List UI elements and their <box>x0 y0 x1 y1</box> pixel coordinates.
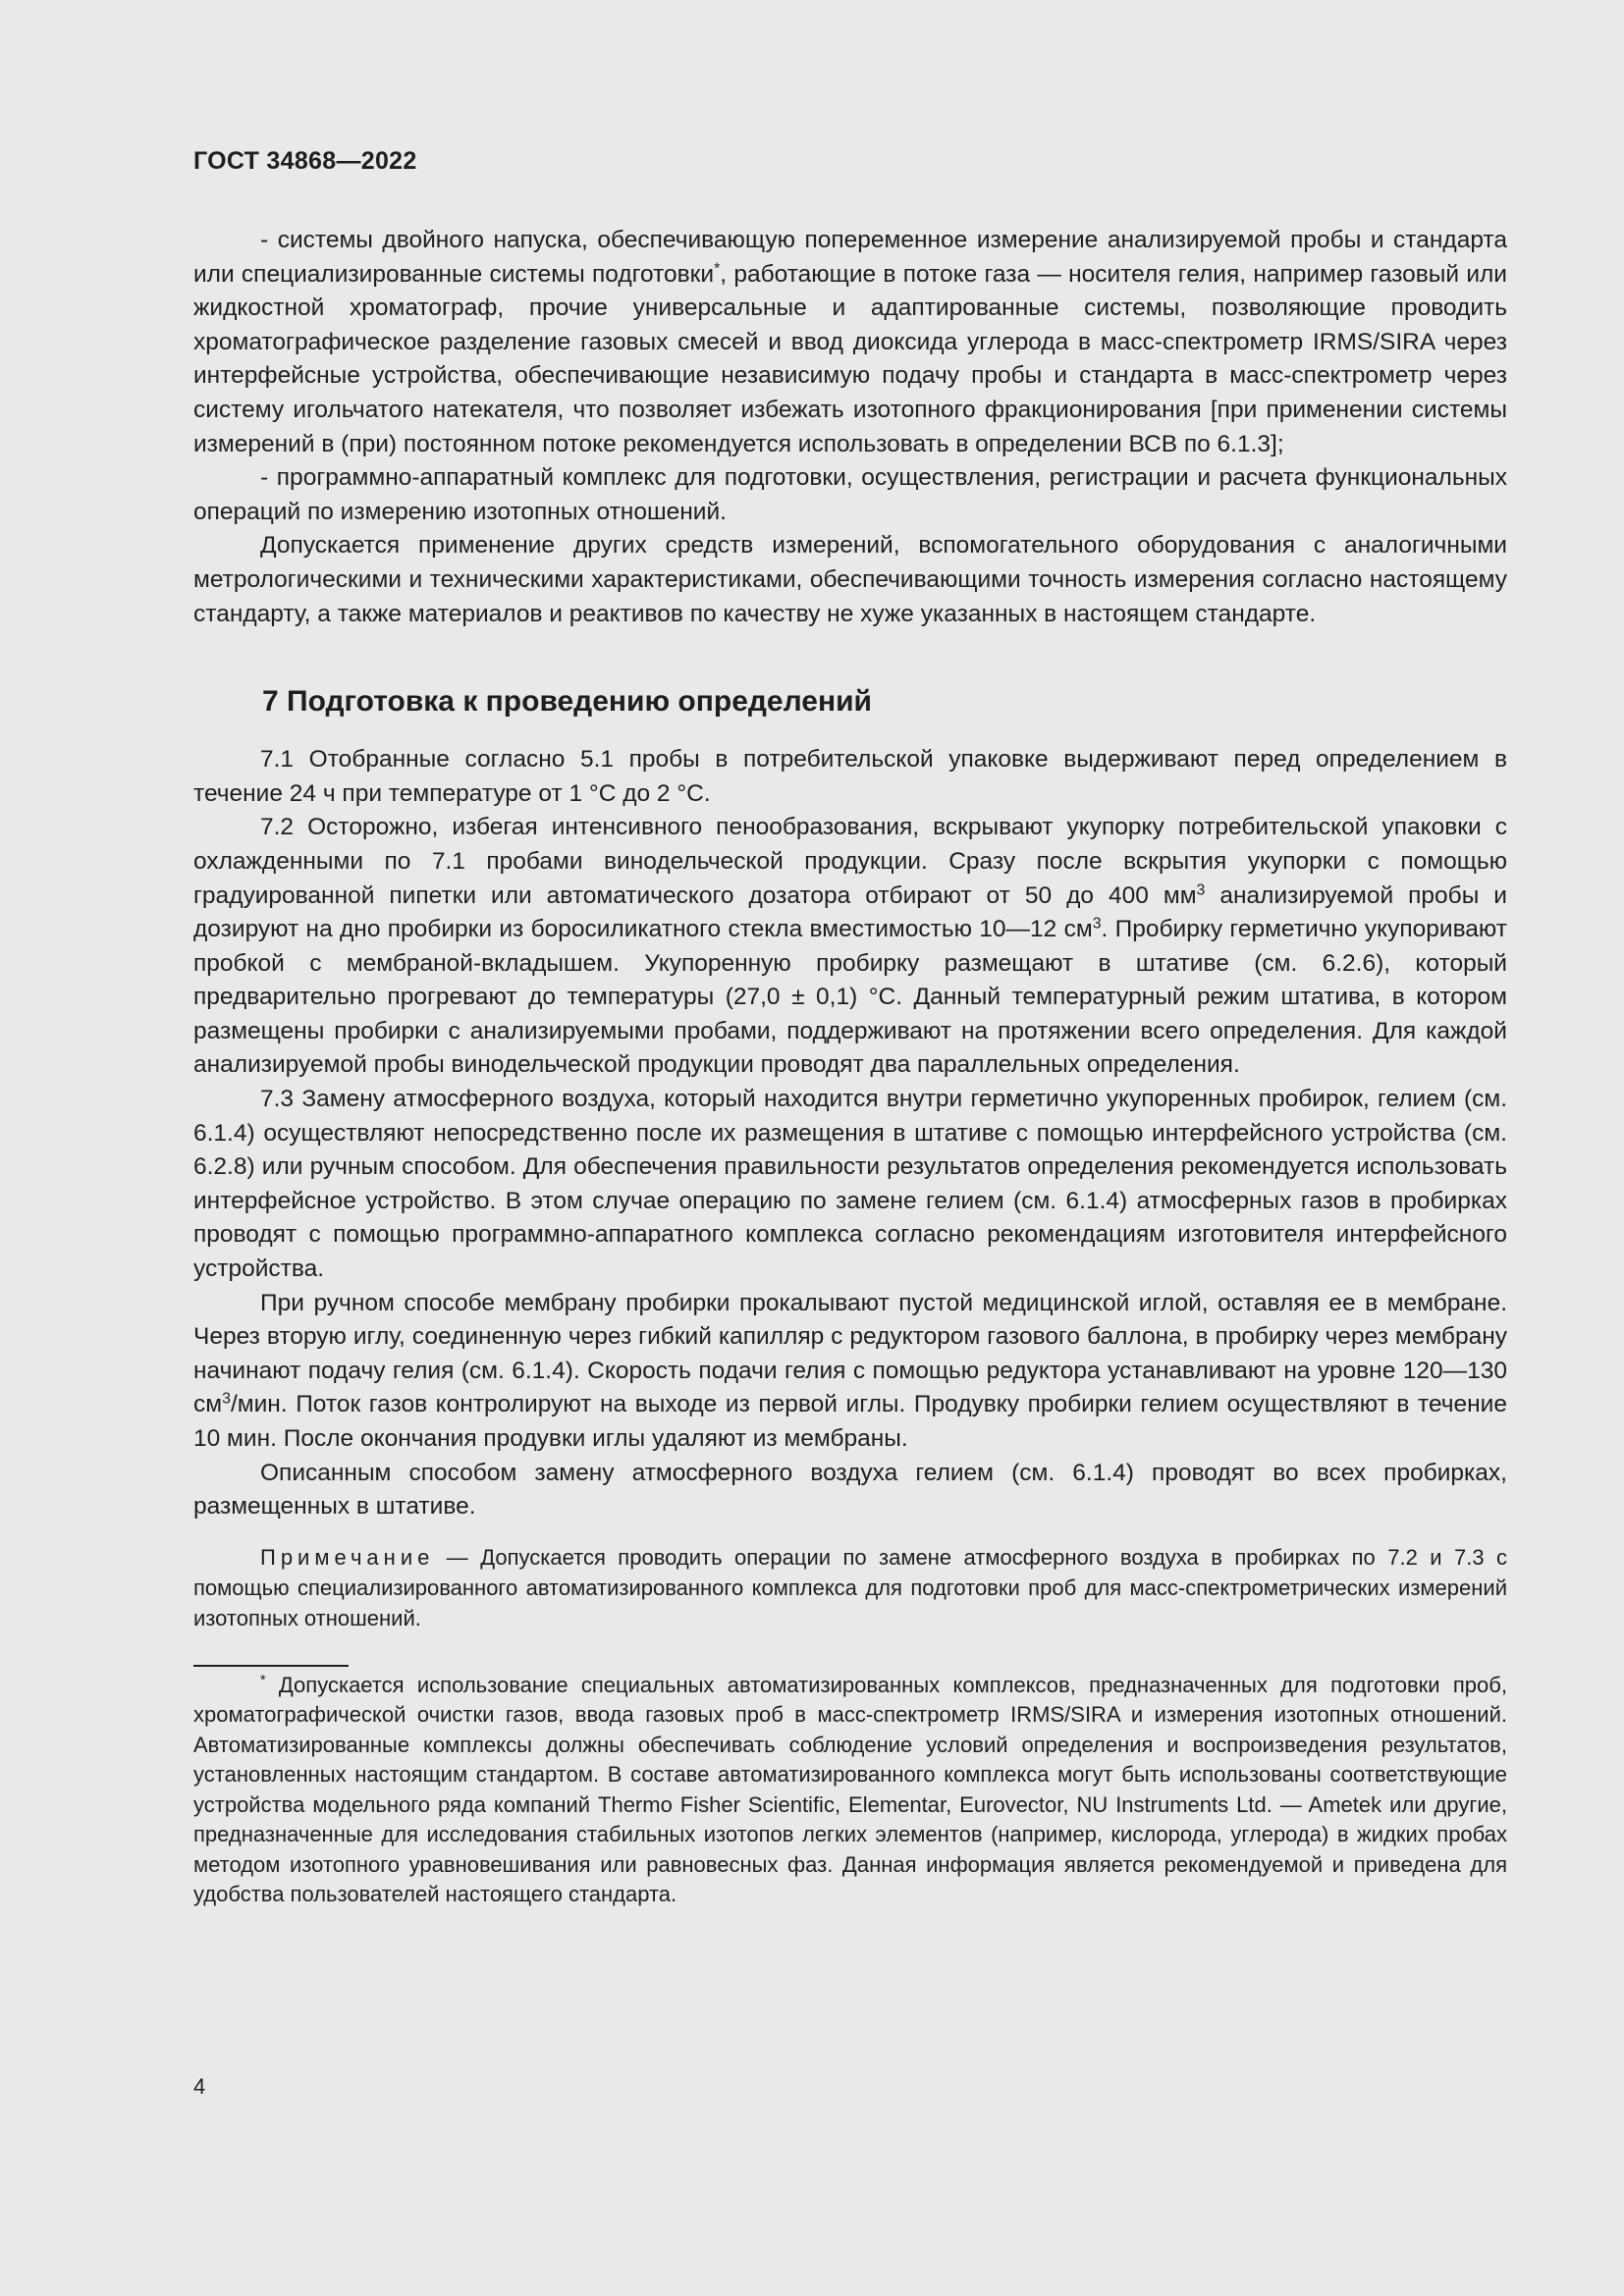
document-id-header: ГОСТ 34868—2022 <box>193 147 417 175</box>
paragraph-text: При ручном способе мембрану пробирки прокалывают пустой медицинской иглой, оставляя ее в мембране. Через вторую иглу, соединенную через гибкий капилляр с редуктором газового баллона, в пробирку через мембрану начинают подачу гелия (см. 6.1.4). Скорость подачи гелия с помощью редуктора устанавливают на уровне 120—130 см <box>193 1289 1507 1418</box>
superscript: 3 <box>1092 915 1102 933</box>
paragraph-described-method: Описанным способом замену атмосферного воздуха гелием (см. 6.1.4) проводят во всех пробирках, размещенных в штативе. <box>193 1459 1507 1521</box>
note-text: — Допускается проводить операции по замене атмосферного воздуха в пробирках по 7.2 и 7.3 с помощью специализированного автоматизированного комплекса для подготовки проб для масс-спектрометрических измерений изотопных отношений. <box>193 1544 1507 1630</box>
page-number: 4 <box>193 2074 206 2099</box>
note-block <box>193 1542 1507 1633</box>
paragraph-text: , работающие в потоке газа — носителя гелия, например газовый или жидкостной хроматограф, прочие универсальные и адаптированные системы, позволяющие проводить хроматографическое разделение газовых смесей и ввод диоксида углерода в масс-спектрометр IRMS/SIRA через интерфейсные устройства, обеспечивающие независимую подачу пробы и стандарта в масс-спектрометр через систему игольчатого натекателя, что позволяет избежать изотопного фракционирования [при применении системы измерений в (при) постоянном потоке рекомендуется использовать в определении ВСВ по 6.1.3]; <box>193 260 1507 457</box>
paragraph-alternative-equipment: Допускается применение других средств измерений, вспомогательного оборудования с аналогичными метрологическими и техническими характеристиками, обеспечивающими точность измерения согласно настоящему стандарту, а также материалов и реактивов по качеству не хуже указанных в настоящем стандарте. <box>193 532 1507 627</box>
footnote-separator <box>193 1665 349 1667</box>
paragraph-7-1: 7.1 Отобранные согласно 5.1 пробы в потребительской упаковке выдерживают перед определением в течение 24 ч при температуре от 1 °С до 2 °С. <box>193 746 1507 807</box>
paragraph-7-2 <box>193 811 1507 1083</box>
paragraph-text: - системы двойного напуска, обеспечивающую попеременное измерение анализируемой пробы и стандарта или специализированные системы подготовки <box>193 227 1507 288</box>
section-7-heading: 7 Подготовка к проведению определений <box>262 685 872 719</box>
footnote <box>193 1671 1507 1910</box>
footnote-marker: * <box>260 1672 266 1688</box>
footnote-reference[interactable]: * <box>714 259 721 277</box>
page-content <box>193 224 1507 1910</box>
superscript: 3 <box>1196 881 1206 898</box>
paragraph-text: /мин. Поток газов контролируют на выходе из первой иглы. Продувку пробирки гелием осуществляют в течение 10 мин. После окончания продувки иглы удаляют из мембраны. <box>193 1391 1507 1452</box>
note-label: Примечание <box>260 1544 435 1570</box>
paragraph-text: анализируемой пробы и дозируют на дно пробирки из боросиликатного стекла вместимостью 10—12 см <box>193 881 1507 943</box>
footnote-text: Допускается использование специальных автоматизированных комплексов, предназначенных для подготовки проб, хроматографической очистки газов, ввода газовых проб в масс-спектрометр IRMS/SIRA и измерения изотопных отношений. Автоматизированные комплексы должны обеспечивать соблюдение условий определения и воспроизведения результатов, установленных настоящим стандартом. В составе автоматизированного комплекса могут быть использованы соответствующие устройства модельного ряда компаний Thermo Fisher Scientific, Elementar, Eurovector, NU Instruments Ltd. — Ametek или другие, предназначенные для исследования стабильных изотопов легких элементов (например, кислорода, углерода) в жидких пробах методом изотопного уравновешивания или равновесных фаз. Данная информация является рекомендуемой и приведена для удобства пользователей настоящего стандарта. <box>193 1672 1507 1907</box>
paragraph-text: 7.2 Осторожно, избегая интенсивного пенообразования, вскрывают укупорку потребительской упаковки с охлажденными по 7.1 пробами винодельческой продукции. Сразу после вскрытия укупорки с помощью градуированной пипетки или автоматического дозатора отбирают от 50 до 400 мм <box>193 814 1507 909</box>
paragraph-manual-method <box>193 1287 1507 1457</box>
paragraph-dual-inlet <box>193 224 1507 461</box>
paragraph-7-3: 7.3 Замену атмосферного воздуха, который находится внутри герметично укупоренных пробирок, гелием (см. 6.1.4) осуществляют непосредственно после их размещения в штативе с помощью интерфейсного устройства (см. 6.2.8) или ручным способом. Для обеспечения правильности результатов определения рекомендуется использовать интерфейсное устройство. В этом случае операцию по замене гелием (см. 6.1.4) атмосферных газов в пробирках проводят с помощью программно-аппаратного комплекса согласно рекомендациям изготовителя интерфейсного устройства. <box>193 1086 1507 1283</box>
superscript: 3 <box>222 1390 231 1408</box>
paragraph-text: . Пробирку герметично укупоривают пробкой с мембраной-вкладышем. Укупоренную пробирку размещают в штативе (см. 6.2.6), который предварительно прогревают до температуры (27,0 ± 0,1) °С. Данный температурный режим штатива, в котором размещены пробирки с анализируемыми пробами, поддерживают на протяжении всего определения. Для каждой анализируемой пробы винодельческой продукции проводят два параллельных определения. <box>193 916 1507 1079</box>
paragraph-software-complex: - программно-аппаратный комплекс для подготовки, осуществления, регистрации и расчета функциональных операций по измерению изотопных отношений. <box>193 464 1507 525</box>
